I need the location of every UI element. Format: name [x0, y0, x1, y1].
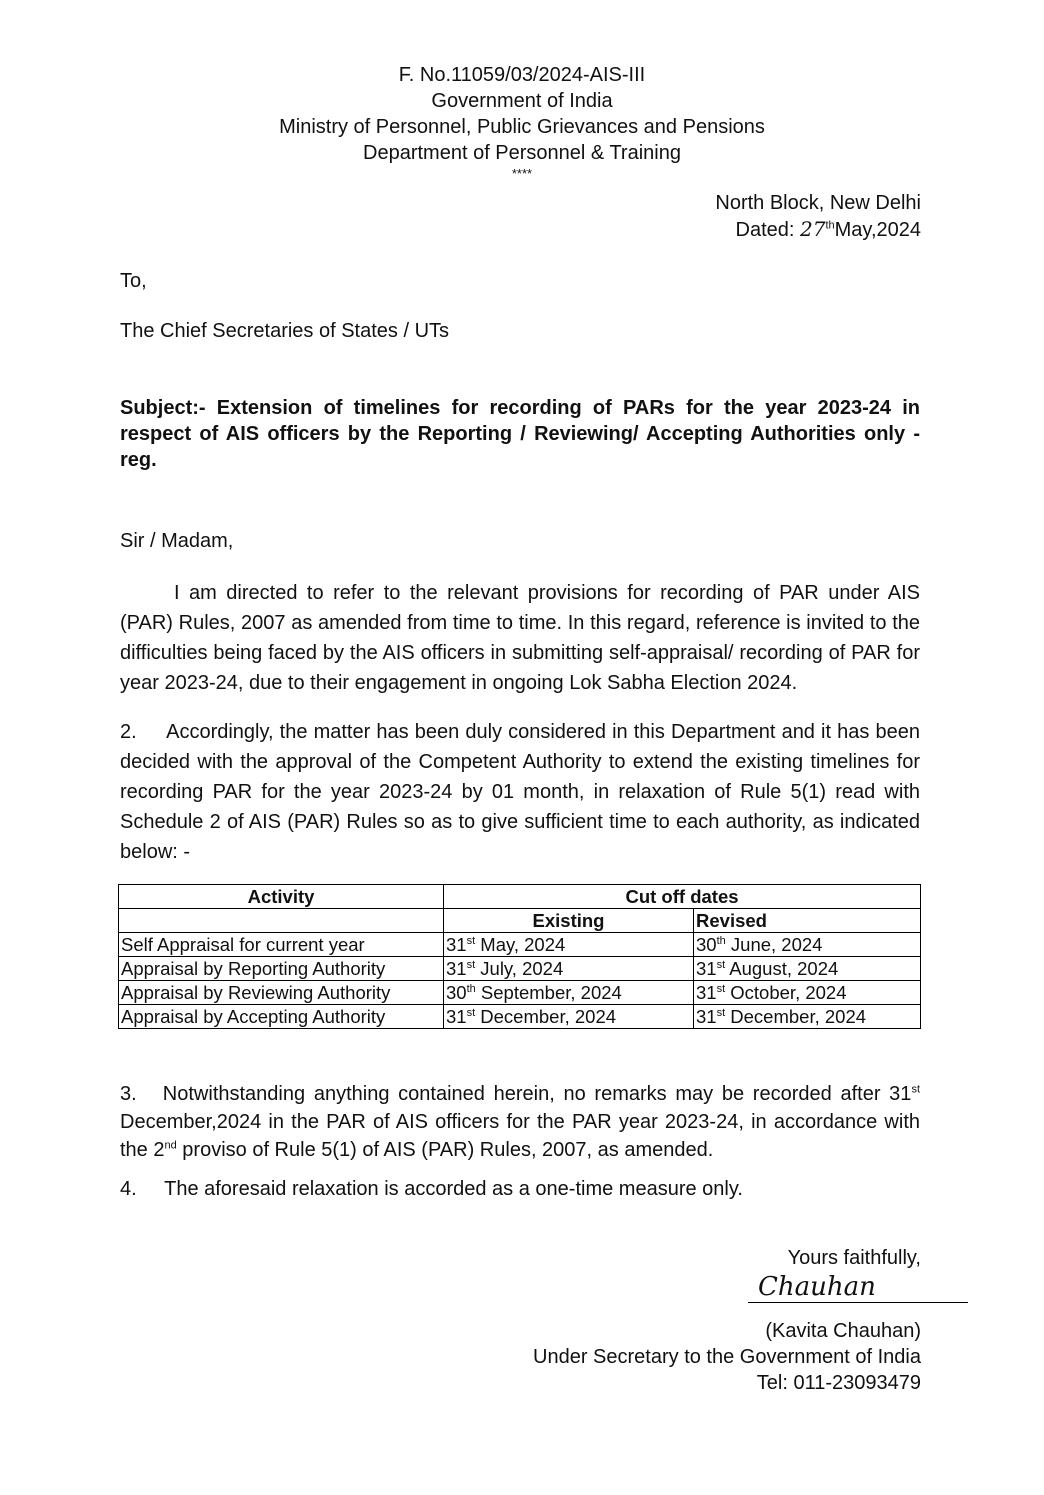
activity-cell: Appraisal by Reporting Authority	[119, 957, 444, 981]
signature: Chauhan	[748, 1272, 968, 1303]
revised-date-cell: 31st December, 2024	[694, 1005, 921, 1029]
table-row	[119, 933, 921, 957]
paragraph-2: 2. Accordingly, the matter has been duly considered in this Department and it has been decided with the approval of the Competent Authority to extend the existing timelines for recording PAR for the year 2023-24 by 01 month, in relaxation of Rule 5(1) read with Schedule 2 of AIS (PAR) Rules so as to give sufficient time to each authority, as indicated below: -	[120, 721, 926, 863]
subject: Subject:- Extension of timelines for recording of PARs for the year 2023-24 in respect of AIS officers by the Reporting / Reviewing/ Accepting Authorities only - reg.	[120, 397, 920, 471]
revised-date-cell: 30th June, 2024	[694, 933, 921, 957]
date: Dated: 27thMay,2024	[735, 217, 921, 241]
government: Government of India	[431, 90, 613, 112]
place-date	[715, 190, 921, 243]
table-row	[119, 1005, 921, 1029]
stars: ****	[511, 166, 533, 181]
table-row	[119, 981, 921, 1005]
addressee: The Chief Secretaries of States / UTs	[120, 320, 450, 342]
revised-date-cell: 31st August, 2024	[694, 957, 921, 981]
header-existing: Existing	[444, 909, 694, 933]
paragraph-4: 4. The aforesaid relaxation is accorded as a one-time measure only.	[120, 1178, 743, 1200]
header-revised: Revised	[694, 909, 921, 933]
table-row	[119, 957, 921, 981]
paragraph-3: 3. Notwithstanding anything contained herein, no remarks may be recorded after 31st December,2024 in the PAR of AIS officers for the PAR year 2023-24, in accordance with the 2nd proviso of Rule 5(1) of AIS (PAR) Rules, 2007, as amended.	[120, 1083, 926, 1161]
existing-date-cell: 31st July, 2024	[444, 957, 694, 981]
ministry: Ministry of Personnel, Public Grievances and Pensions	[279, 116, 765, 138]
signatory-block	[533, 1318, 921, 1396]
revised-date-cell: 31st October, 2024	[694, 981, 921, 1005]
activity-cell: Self Appraisal for current year	[119, 933, 444, 957]
file-number: F. No.11059/03/2024-AIS-III	[398, 64, 646, 86]
place: North Block, New Delhi	[715, 192, 921, 214]
salutation: Sir / Madam,	[120, 530, 234, 552]
letter-header	[0, 62, 1044, 182]
existing-date-cell: 30th September, 2024	[444, 981, 694, 1005]
existing-date-cell: 31st May, 2024	[444, 933, 694, 957]
activity-cell: Appraisal by Accepting Authority	[119, 1005, 444, 1029]
existing-date-cell: 31st December, 2024	[444, 1005, 694, 1029]
department: Department of Personnel & Training	[363, 142, 681, 164]
date-day: 27	[800, 217, 826, 241]
activity-cell: Appraisal by Reviewing Authority	[119, 981, 444, 1005]
closing: Yours faithfully,	[787, 1247, 921, 1269]
to-label: To,	[120, 270, 147, 292]
signatory-tel: Tel: 011-23093479	[756, 1372, 921, 1394]
signatory-designation: Under Secretary to the Government of India	[533, 1346, 921, 1368]
signatory-name: (Kavita Chauhan)	[765, 1320, 921, 1342]
header-activity: Activity	[119, 885, 444, 909]
cutoff-dates-table	[118, 884, 921, 1029]
paragraph-1: I am directed to refer to the relevant provisions for recording of PAR under AIS (PAR) Rules, 2007 as amended from time to time. In this regard, reference is invited to the difficulties being faced by the AIS officers in submitting self-appraisal/ recording of PAR for year 2023-24, due to their engagement in ongoing Lok Sabha Election 2024.	[120, 582, 920, 694]
header-cutoff: Cut off dates	[444, 885, 921, 909]
